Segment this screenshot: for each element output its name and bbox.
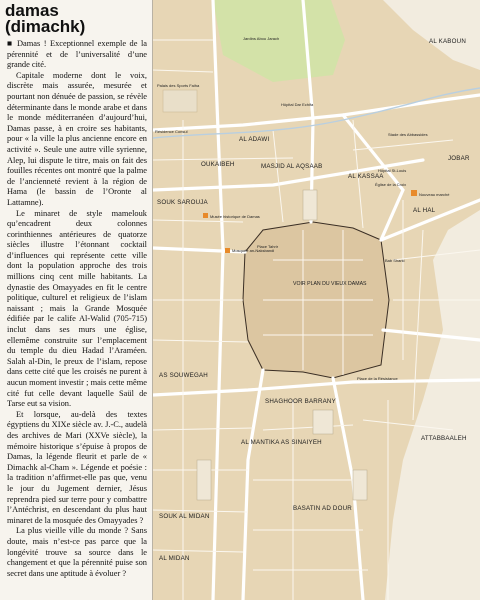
district-label: JOBAR	[448, 155, 470, 162]
sports-complex	[163, 90, 197, 112]
article-body	[0, 35, 152, 579]
poi-label: Palais des Sports Faiha	[157, 83, 200, 88]
district-label: OUKAIBEH	[201, 161, 235, 168]
poi-label: Place Tahrir	[257, 244, 279, 249]
article-title-main: damas	[5, 1, 59, 20]
mosque-marker-icon	[225, 248, 230, 253]
article-title	[0, 0, 152, 35]
district-label: AL HAL	[413, 207, 436, 214]
district-label: SOUK AL MIDAN	[159, 513, 210, 520]
market-marker-icon	[411, 190, 417, 196]
article-paragraph: ■ Damas ! Exceptionnel exemple de la pérennité et de l’universalité d’une grande cité.	[7, 39, 147, 70]
district-label: SOUK SAROUJA	[157, 199, 208, 206]
poi-label: Résidence Consul	[155, 129, 188, 134]
old-city-label: VOIR PLAN DU VIEUX DAMAS	[293, 281, 367, 287]
article-paragraph: Et lorsque, au-delà des textes égyptiens du XIXe siècle av. J.-C., audelà des archives de Mari (XXVe siècle), la mémoire historique s’épuise à propos de Damas, la légende fleurit et parle de « Dimachk al-Cham ». Légende et poésie : la tradition n’affirmet-elle pas que, venu le jour du Jugement dernier, Jésus reprendra pied sur terre pour y combattre l’Antéchrist, en descendant du plus haut minaret de la mosquée des Omayyades ?	[7, 409, 147, 525]
museum-marker-icon	[203, 213, 208, 218]
poi-label: Hôpital St-Louis	[378, 168, 407, 173]
district-label: ATTABBAALEH	[421, 435, 467, 442]
poi-label: Église de la Croix	[375, 182, 407, 187]
district-label: AL KASSAA	[348, 173, 384, 180]
district-label: SHAGHOOR BARRANY	[265, 398, 336, 405]
poi-label: Stade des Abbassides	[388, 132, 428, 137]
district-label: AL ADAWI	[239, 136, 270, 143]
poi-label: Place de la Résistance	[357, 376, 398, 381]
district-label: AL KABOUN	[429, 38, 466, 45]
article-paragraph: Le minaret de style mamelouk qu’encadrent deux colonnes corinthiennes antérieures de quatorze siècles illustre l’étonnant cocktail d’influences qui représente cette ville dont la population approche des trois millions cinq cent mille habitants. La dynastie des Omayyades en fit le centre politique, culturel et religieux de l’islam naissant ; mais la Grande Mosquée édifiée par le calife Al-Walid (705-715) inclut dans ses murs une église, ellemême construite sur l’emplacement du temple du dieu Hadad l’Araméen. Salah al-Din, le preux de l’islam, repose dans cette cité que les croisés ne purent à aucun moment investir ; mais cette même cité fut celle devant laquelle Saül de Tarse eut sa vision.	[7, 208, 147, 409]
article-column	[0, 0, 153, 600]
article-title-sub: (dimachk)	[5, 17, 86, 36]
district-label: AL MANTIKA AS SINAIYEH	[241, 439, 322, 446]
city-map-svg	[153, 0, 480, 600]
poi-label: Hôpital Dar Echifa	[281, 102, 314, 107]
district-label: AS SOUWEGAH	[159, 372, 208, 379]
article-paragraph: Capitale moderne dont le voix, discrète mais assurée, mesurée et pourtant non dénuée de passion, se révèle déterminante dans le monde arabe et dans le monde méditerranéen d’aujourd’hui, Damas passe, à en croire ses habitants, pour « la ville la plus ancienne encore en activité ». Seule une autre ville syrienne, Alep, lui dispute le titre, mais on fait des fouilles récentes ont montré que la palme de l’ancienneté revient à la région de Hama (le bassin de l’Oronte al Lattamne).	[7, 70, 147, 207]
poi-label: Jardins Abou Jarach	[243, 36, 280, 41]
district-label: AL MIDAN	[159, 555, 190, 562]
poi-label: Bab Sharki	[385, 258, 405, 263]
article-paragraph: La plus vieille ville du monde ? Sans doute, mais n’est-ce pas parce que la longévité trouve sa source dans le changement et que la pérennité puise son secret dans une aptitude à évoluer ?	[7, 526, 147, 578]
poi-label: Musée historique de Damas	[210, 214, 260, 219]
poi-label: Nouveau marché	[419, 192, 450, 197]
district-label: BASATIN AD DOUR	[293, 505, 352, 512]
poi-label: Mosquée an-Naksbandi	[232, 248, 275, 253]
district-label: MASJID AL AQSAAB	[261, 163, 323, 170]
city-map	[153, 0, 480, 600]
